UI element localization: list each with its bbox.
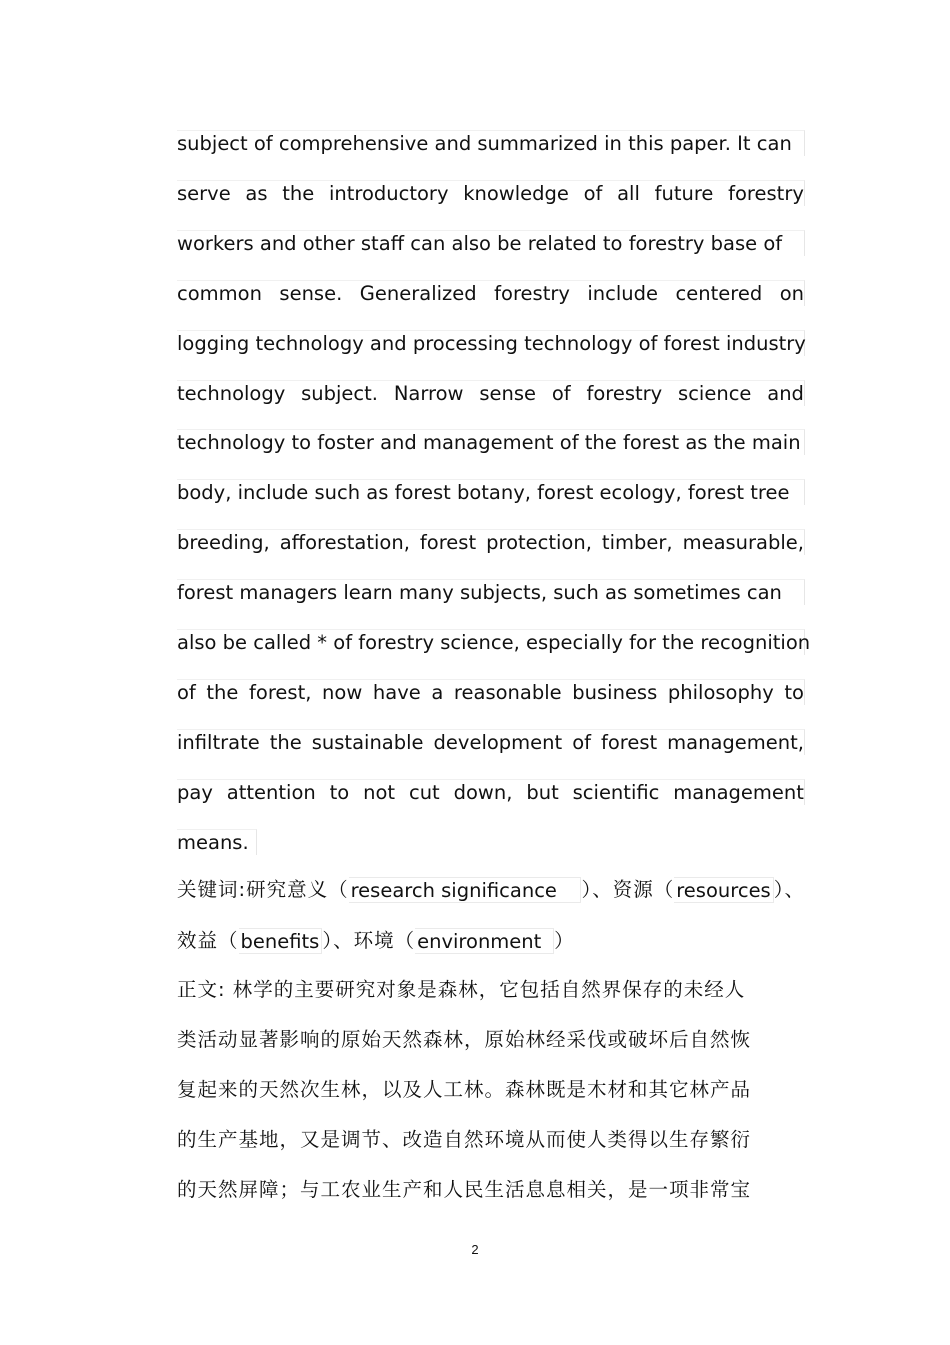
abstract-word: sense xyxy=(479,381,537,405)
abstract-word: measurable, xyxy=(682,531,804,555)
abstract-line xyxy=(177,729,805,755)
abstract-word: the xyxy=(269,730,302,754)
abstract-word: management, xyxy=(667,730,804,754)
keywords-label: 关键词: xyxy=(177,878,247,901)
body-line: 的生产基地，又是调节、改造自然环境从而使人类得以生存繁衍 xyxy=(177,1128,752,1151)
abstract-word: include xyxy=(587,281,659,305)
keyword-en-3: benefits xyxy=(239,928,323,954)
abstract-word: Generalized xyxy=(359,281,477,305)
abstract-line: subject of comprehensive and summarized in this paper. It can xyxy=(177,130,805,156)
page-number: 2 xyxy=(471,1242,479,1257)
abstract-line xyxy=(177,180,805,206)
keyword-cn-3: 效益（ xyxy=(177,929,239,952)
abstract-word: centered xyxy=(675,281,763,305)
abstract-word: forest, xyxy=(249,680,312,704)
abstract-word: all xyxy=(617,181,640,205)
abstract-word: pay xyxy=(177,780,213,804)
abstract-word: a xyxy=(431,680,444,704)
abstract-line xyxy=(177,529,805,555)
abstract-word: as xyxy=(245,181,268,205)
abstract-word: but xyxy=(526,780,559,804)
abstract-word: subject. xyxy=(301,381,378,405)
abstract-word: on xyxy=(779,281,804,305)
keywords-line-2 xyxy=(177,928,805,954)
abstract-word: and xyxy=(767,381,804,405)
abstract-word: forest xyxy=(419,531,477,555)
abstract-word: forest xyxy=(600,730,658,754)
abstract-word: development xyxy=(433,730,563,754)
abstract-word: of xyxy=(583,181,603,205)
abstract-word: sense. xyxy=(279,281,343,305)
abstract-word: not xyxy=(363,780,396,804)
abstract-line: logging technology and processing technology of forest industry xyxy=(177,331,806,355)
abstract-line xyxy=(177,779,805,805)
abstract-word: the xyxy=(282,181,315,205)
abstract-word: timber, xyxy=(601,531,673,555)
abstract-word: introductory xyxy=(328,181,449,205)
abstract-line xyxy=(177,380,805,406)
keyword-cn-1: 研究意义（ xyxy=(246,878,349,901)
keyword-cn-4: ）、环境（ xyxy=(322,929,416,952)
abstract-word: attention xyxy=(226,780,316,804)
body-line: 复起来的天然次生林，以及人工林。森林既是木材和其它林产品 xyxy=(177,1078,752,1101)
abstract-word: the xyxy=(206,680,239,704)
abstract-word: breeding, xyxy=(177,531,270,555)
abstract-word: to xyxy=(784,680,804,704)
abstract-word: of xyxy=(551,381,571,405)
abstract-word: business xyxy=(572,680,658,704)
abstract-word: scientific xyxy=(572,780,660,804)
abstract-word: common xyxy=(177,281,262,305)
keywords-line-1 xyxy=(177,877,805,903)
abstract-word: to xyxy=(329,780,350,804)
body-line: 类活动显著影响的原始天然森林，原始林经采伐或破坏后自然恢 xyxy=(177,1028,752,1051)
abstract-word: sustainable xyxy=(311,730,424,754)
abstract-word: technology xyxy=(177,381,286,405)
abstract-word: forestry xyxy=(728,181,804,205)
abstract-line: also be called * of forestry science, especially for the recognition xyxy=(177,631,811,654)
abstract-word: forestry xyxy=(494,281,570,305)
keyword-sep: ）、 xyxy=(773,878,805,901)
abstract-word: of xyxy=(572,730,591,754)
abstract-word: knowledge xyxy=(463,181,569,205)
abstract-line: technology to foster and management of the forest as the main xyxy=(177,429,805,455)
abstract-word: now xyxy=(322,680,363,704)
abstract-word: infiltrate xyxy=(177,730,260,754)
keyword-en-4: environment xyxy=(415,928,554,954)
abstract-line: forest managers learn many subjects, such as sometimes can xyxy=(177,579,805,605)
abstract-word: down, xyxy=(453,780,513,804)
abstract-word: reasonable xyxy=(453,680,562,704)
keyword-cn-2: ）、资源（ xyxy=(581,878,675,901)
keyword-close: ） xyxy=(554,929,575,952)
abstract-word: forestry xyxy=(586,381,663,405)
body-line: 正文: 林学的主要研究对象是森林，它包括自然界保存的未经人 xyxy=(177,978,746,1001)
abstract-word: serve xyxy=(177,181,231,205)
abstract-word: of xyxy=(177,680,196,704)
abstract-line: means. xyxy=(177,829,257,855)
abstract-word: science xyxy=(678,381,752,405)
abstract-word: afforestation, xyxy=(279,531,410,555)
abstract-line: body, include such as forest botany, forest ecology, forest tree xyxy=(177,479,805,505)
abstract-line: workers and other staff can also be related to forestry base of xyxy=(177,230,805,256)
abstract-word: Narrow xyxy=(393,381,464,405)
abstract-line xyxy=(177,280,805,306)
abstract-word: future xyxy=(654,181,714,205)
abstract-word: have xyxy=(372,680,421,704)
abstract-line xyxy=(177,679,805,705)
abstract-word: cut xyxy=(408,780,440,804)
keyword-en-1: research significance xyxy=(349,877,582,903)
keyword-en-2: resources xyxy=(674,877,774,903)
abstract-word: philosophy xyxy=(667,680,774,704)
body-line: 的天然屏障；与工农业生产和人民生活息息相关，是一项非常宝 xyxy=(177,1178,752,1201)
abstract-word: management xyxy=(673,780,804,804)
abstract-word: protection, xyxy=(486,531,592,555)
